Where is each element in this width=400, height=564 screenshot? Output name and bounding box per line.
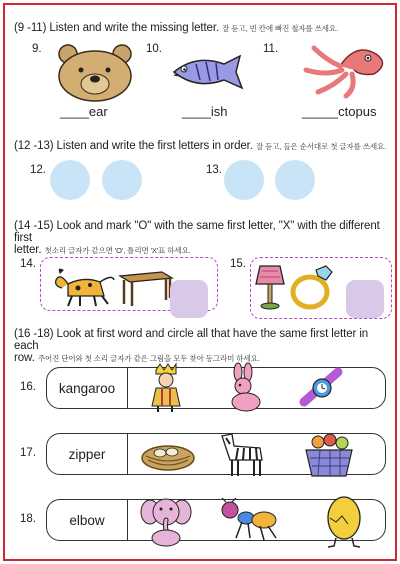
item10-blank[interactable]: ____ish	[182, 104, 228, 119]
section3-title-line2: letter.	[14, 244, 42, 256]
section3-title-line1: (14 -15) Look and mark "O" with the same first letter, "X" with the different first	[14, 220, 380, 244]
section4-heading	[14, 328, 390, 365]
ant-picture[interactable]	[218, 498, 280, 542]
dog-picture	[54, 266, 118, 308]
section2-title: (12 -13) Listen and write the first letters in order.	[14, 140, 253, 152]
item14-number: 14.	[20, 258, 36, 270]
elephant-picture[interactable]	[140, 492, 192, 548]
watch-picture[interactable]	[302, 366, 348, 410]
ring-picture	[290, 262, 336, 310]
section4-title-line1: (16 -18) Look at first word and circle all that have the same first letter in each	[14, 328, 369, 352]
section2-heading	[14, 140, 386, 153]
item17-number: 17.	[20, 447, 36, 459]
nest-picture[interactable]	[140, 440, 196, 474]
section1-heading	[14, 22, 338, 35]
rabbit-picture[interactable]	[224, 364, 264, 412]
item15-answer-box[interactable]	[346, 280, 384, 318]
item11-number: 11.	[263, 43, 279, 55]
table-picture	[118, 268, 174, 308]
item15-number: 15.	[230, 258, 246, 270]
basket-picture[interactable]	[304, 432, 354, 478]
section3-heading	[14, 220, 390, 257]
section1-title: (9 -11) Listen and write the missing letter.	[14, 22, 220, 34]
zebra-picture[interactable]	[216, 430, 268, 480]
egg-picture[interactable]	[322, 494, 364, 550]
item13-number: 13.	[206, 164, 222, 176]
item10-number: 10.	[146, 43, 162, 55]
fish-picture	[166, 52, 256, 92]
section3-title-kr: 첫소리 글자가 같으면 'O', 틀리면 'X'표 하세요.	[44, 246, 191, 255]
item18-word: elbow	[47, 500, 128, 540]
section4-title-line2: row.	[14, 352, 35, 364]
item13-answer-circle-1[interactable]	[224, 160, 264, 200]
item17-word: zipper	[47, 434, 128, 474]
bear-picture	[50, 44, 140, 104]
item16-number: 16.	[20, 381, 36, 393]
item9-blank[interactable]: ____ear	[60, 104, 108, 119]
item16-word: kangaroo	[47, 368, 128, 408]
lamp-picture	[256, 262, 286, 312]
item11-blank[interactable]: _____ctopus	[302, 104, 377, 119]
item14-answer-box[interactable]	[170, 280, 208, 318]
octopus-picture	[300, 40, 390, 98]
item12-answer-circle-2[interactable]	[102, 160, 142, 200]
section1-title-kr: 잘 듣고, 빈 칸에 빠진 철자를 쓰세요.	[222, 24, 339, 33]
section2-title-kr: 잘 듣고, 들은 순서대로 첫 글자를 쓰세요.	[255, 142, 387, 151]
item12-number: 12.	[30, 164, 46, 176]
item9-number: 9.	[32, 43, 42, 55]
item13-answer-circle-2[interactable]	[275, 160, 315, 200]
king-picture[interactable]	[148, 362, 184, 414]
section4-title-kr: 주어진 단어와 첫 소리 글자가 같은 그림을 모두 찾아 동그라미 하세요.	[37, 354, 260, 363]
item12-answer-circle-1[interactable]	[50, 160, 90, 200]
item18-number: 18.	[20, 513, 36, 525]
